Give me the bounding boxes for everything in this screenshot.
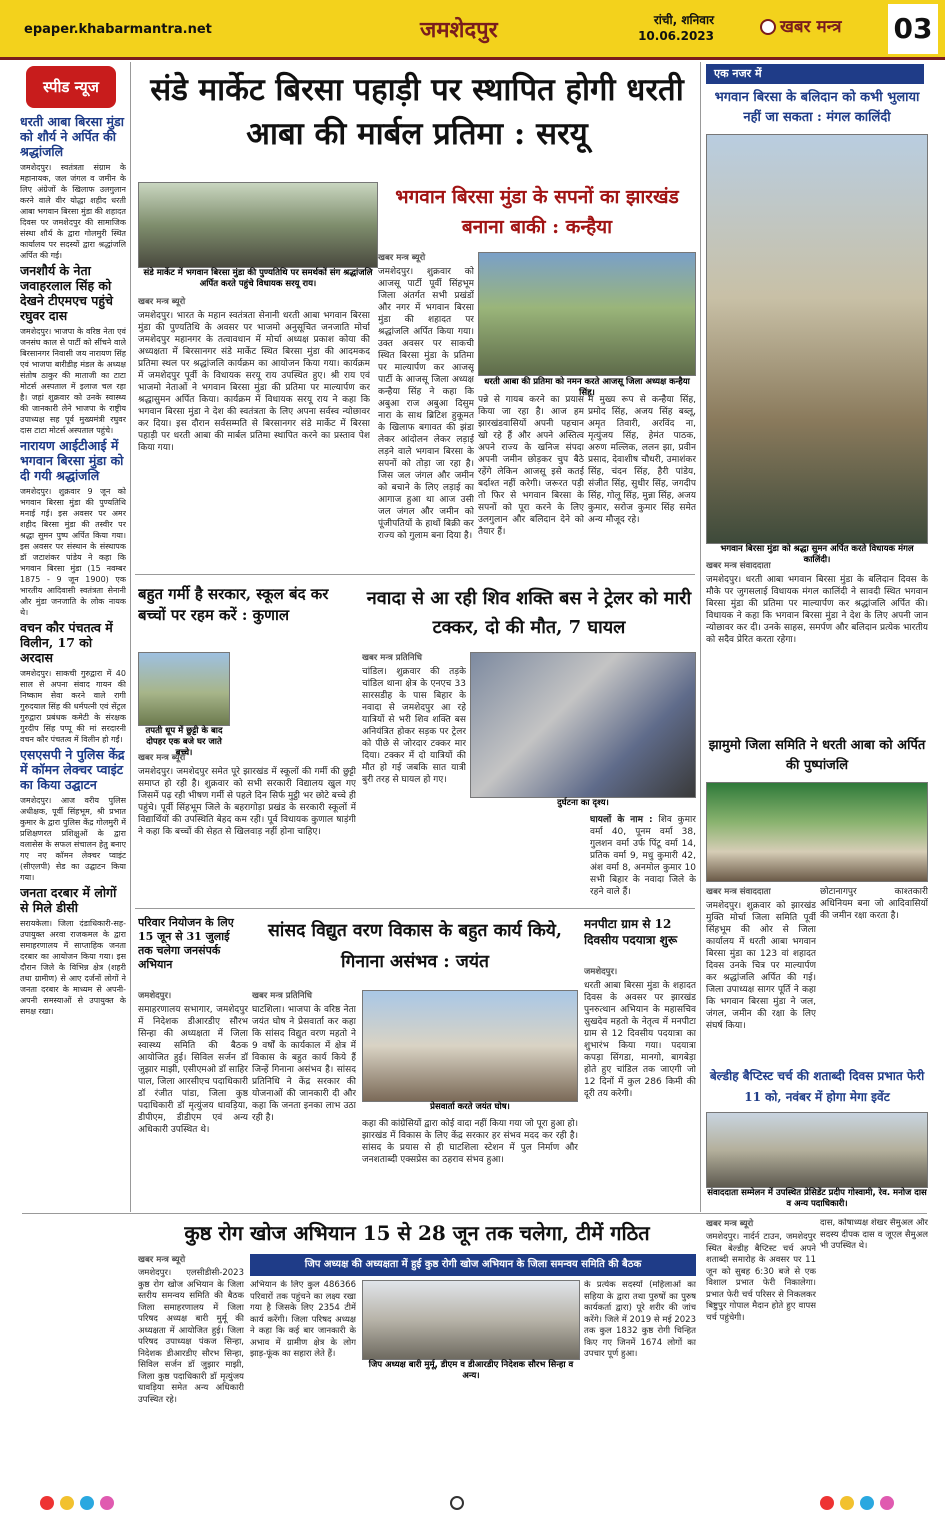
pariwar-byline: जमशेदपुर। xyxy=(138,991,172,1001)
injured-label: घायलों के नाम : xyxy=(590,815,653,825)
brief-text: जमशेदपुर। साकची गुरुद्वारा में 40 साल से अपना संवाद गायन की निष्काम सेवा करने वाले रागी गुरुदयाल सिंह की धर्मपत्नी एवं सेंट्रल गुरुद्वारा प्रबंधक कमेटी के संरक्षक गुरदीप सिंह पप्पू की मां सरदारनी वचन कौर पंचतत्व में विलीन हो गईं। xyxy=(20,669,126,744)
lead-headline: संडे मार्केट बिरसा पहाड़ी पर स्थापित होगी धरती आबा की मार्बल प्रतिमा : सरयू xyxy=(150,72,684,152)
nazar-tag-label: नजर में xyxy=(732,67,762,80)
leprosy-photo-caption: जिप अध्यक्ष बारी मुर्मू, डीएम व डीआरडीए निदेशक सौरभ सिन्हा व अन्य। xyxy=(362,1360,580,1372)
manpiti-story-body xyxy=(584,966,696,1208)
leprosy-text-2: अभियान के लिए कुल 486366 परिवारों तक पहुंचने का लक्ष्य रखा गया है जिसके लिए 2354 टीमें कार्य करेंगी। जिला परिषद अध्यक्ष ने कहा कि कई बार जानकारी के अभाव में ग्रामीण क्षेत्र के लोग झाड़-फूंक का सहारा लेते हैं। xyxy=(250,1280,356,1359)
print-registration-bar xyxy=(0,1488,945,1517)
place-day: रांची, शनिवार xyxy=(653,13,714,27)
lead-text: जमशेदपुर। भारत के महान स्वतंत्रता सेनानी धरती आबा भगवान बिरसा मुंडा की पुण्यतिथि के अवसर पर भाजमो अनुसूचित जनजाति मोर्चा जमशेदपुर महानगर के तत्वावधान में मोर्चा अध्यक्ष प्रकाश कोया की अध्यक्षता में बिरसानगर संडे मार्केट स्थित बिरसा मुंडा की आदमकद प्रतिमा स्थल पर श्रद्धांजलि कार्यक्रम का आयोजन किया गया। कार्यक्रम में जमशेदपुर पूर्वी के विधायक सरयू राय उपस्थित हुए। श्री राय एवं भाजमो नेताओं ने भगवान बिरसा मुंडा की प्रतिमा पर माल्यार्पण कर श्रद्धासुमन अर्पित किया। कार्यक्रम में विधायक सरयू राय ने कहा कि भगवान बिरसा मुंडा ने देश की स्वतंत्रता के लिए अपना सर्वस्व न्योछावर कर दिया। इस दौरान सर्वसम्मति से बिरसानगर संडे मार्केट में बिरसा पहाड़ी पर धरती आबा की मार्बल प्रतिमा स्थापित करने का प्रस्ताव पेश किया गया। xyxy=(138,311,370,453)
bus-story-body xyxy=(362,652,466,902)
mp-text-2: कहा की कांग्रेसियों द्वारा कोई वादा नहीं किया गया जो पूरा हुआ हो। झारखंड में विकास के लिए केंद्र सरकार हर संभव मदद कर रही है। सांसद के प्रयास से ही घाटशिला स्टेशन में पुल निर्माण और जनशताब्दी एक्सप्रेस का ठहराव संभव हुआ। xyxy=(362,1119,578,1165)
church-text-2: दास, कोषाध्यक्ष शेखर सैमुअल और सदस्य दीपक दास व जूएल सैमुअल भी उपस्थित थे। xyxy=(820,1218,928,1251)
leprosy-subheadline: जिप अध्यक्ष की अध्यक्षता में हुई कुष्ठ रोगी खोज अभियान के जिला समन्वय समिति की बैठक xyxy=(250,1254,696,1276)
brand-name: खबर मन्त्र xyxy=(780,17,842,37)
section-divider xyxy=(135,908,695,909)
kanhaiya-story-body xyxy=(378,252,474,570)
kanhaiya-text-2: पन्ने से गायब करने का प्रयास किया जा रहा है। आज हम झारखंडवासियों अपनी पहचान खो रहे हैं और अपने अस्तित्व अपने राज्य के खनिज संपदा अपनी जमीन छोड़कर चुप बैठे रहेंगे लेकिन आजसू इसे कतई बर्दाश्त नहीं करेगी। जरूरत पड़ी तो फिर से भगवान बिरसा के सपनों को पूरा करने के लिए उलगुलान और बलिदान देने को तैयार हैं। xyxy=(478,395,584,537)
nazar-photo[interactable] xyxy=(706,134,928,544)
speed-news-logo: स्पीड न्यूज xyxy=(26,66,116,108)
lead-story-body xyxy=(138,296,370,570)
brief-text: सरायकेला। जिला दंडाधिकारी-सह-उपायुक्त अरवा राजकमल के द्वारा समाहरणालय में साप्ताहिक जनता दरबार का आयोजन किया गया। इस दौरान जिले के विभिन्न क्षेत्र (शहरी तथा ग्रामीण) से आए दर्जनों लोगों ने जनता दरबार के माध्यम से अपनी-अपनी समस्याओं से उपायुक्त के समक्ष रखा। xyxy=(20,919,126,1016)
nazar-tag-prefix: एक xyxy=(714,67,729,80)
nazar-text: जमशेदपुर। धरती आबा भगवान बिरसा मुंडा के बलिदान दिवस के मौके पर जुगसलाई विधायक मंगल कालिंदी ने सावदी स्थित भगवान बिरसा मुंडा की प्रतिमा पर माल्यार्पण कर श्रद्धांजलि अर्पित की। विधायक ने कहा कि भगवान बिरसा मुंडा ने देश के लिए अपनी जान न्योछावर कर दी। उनके साहस, समर्पण और बलिदान प्रत्येक भारतीय को सदैव प्रेरित करता रहेगा। xyxy=(706,575,928,645)
kanhaiya-photo[interactable] xyxy=(478,252,696,376)
registration-dot-icon xyxy=(40,1496,54,1510)
church-headline: बेल्डीह बैप्टिस्ट चर्च की शताब्दी दिवस प्रभात फेरी 11 को, नवंबर में होगा मेगा इवेंट xyxy=(709,1069,925,1104)
brief-item xyxy=(20,885,126,1017)
nazar-byline: खबर मन्त्र संवाददाता xyxy=(706,561,771,571)
leprosy-headline: कुष्ठ रोग खोज अभियान 15 से 28 जून तक चलेगा, टीमें गठित xyxy=(184,1221,650,1245)
brief-headline: धरती आबा बिरसा मुंडा को शौर्य ने अर्पित की श्रद्धांजलि xyxy=(20,114,124,159)
column-divider xyxy=(700,62,701,1212)
brief-item xyxy=(20,438,126,618)
brief-item xyxy=(20,747,126,883)
kunal-text: जमशेदपुर। जमशेदपुर समेत पूरे झारखंड में स्कूलों की गर्मी की छुट्टी समाप्त हो रही है। शुक्रवार को सभी सरकारी विद्यालय खुल गए जिसमें पढ़ रही भीषण गर्मी से पहले दिन सिर्फ मुट्ठी भर छोटे बच्चे ही पहुंचे। पूर्वी सिंहभूम जिले के बहरागोड़ा प्रखंड के सरकारी स्कूलों में विद्यार्थियों की उपस्थिति बेहद कम रही। पूर्व विधायक कुणाल षाड़ंगी ने कहा कि बच्चों की सेहत से खिलवाड़ नहीं होना चाहिए। xyxy=(138,767,356,837)
column-divider xyxy=(130,62,131,1212)
brief-headline: एसएसपी ने पुलिस केंद्र में कॉमन लेक्चर प्वाइंट का किया उद्घाटन xyxy=(20,747,125,792)
manpiti-text: धरती आबा बिरसा मुंडा के शहादत दिवस के अवसर पर झारखंड पुनरुत्थान अभियान के महासचिव सुखदेव महतो के नेतृत्व में मनपीटा ग्राम से 12 दिवसीय पदयात्रा का शुभारंभ किया गया। पदयात्रा कपड़ा सिंगडा, मानगो, बागबेड़ा होते हुए चांडिल तक जाएगी जो 12 दिनों में कुल 286 किमी की दूरी तय करेगी। xyxy=(584,981,696,1099)
masthead xyxy=(0,0,945,60)
kanhaiya-text-3: में मुख्य रूप से कन्हैया सिंह, प्रमोद सिंह, अजय सिंह बब्लू, अमृत तिवारी, अरविंद ना, मृत्युंजय सिंह, हेमंत पाठक, अरुण मल्लिक, ललन झा, प्रवीन प्रसाद, देवाशीष चौधरी, उमाशंकर सिंह, चंदन सिंह, हैरी पांडेय, संजीत सिंह, सुधीर सिंह, जगदीप सिंह, गोलू सिंह, मुन्ना सिंह, अजय कुमार, सरोज कुमार सिंह समेत अन्य मौजूद रहे। xyxy=(588,395,696,525)
mp-photo[interactable] xyxy=(362,990,578,1102)
nazar-photo-caption: भगवान बिरसा मुंडा को श्रद्धा सुमन अर्पित करते विधायक मंगल कालिंदी। xyxy=(706,544,928,556)
nazar-tag xyxy=(706,64,924,84)
church-story-body xyxy=(706,1218,816,1486)
registration-dot-icon xyxy=(820,1496,834,1510)
church-text: जमशेदपुर। नार्दर्न टाउन, जमशेदपुर स्थित बेल्डीह बैप्टिस्ट चर्च अपने शताब्दी समारोह के अवसर पर 11 जून को सुबह 6:30 बजे से एक विशाल प्रभात फेरी निकालेगा। प्रभात फेरी चर्च परिसर से निकलकर बिष्टुपुर गोपाल मैदान होते हुए वापस चर्च पहुंचेगी। xyxy=(706,1232,816,1323)
kunal-photo-caption: तपती धूप में छुट्टी के बाद दोपहर एक बजे घर जाते बच्चे। xyxy=(138,726,230,748)
jmm-text: जमशेदपुर। शुक्रवार को झारखंड मुक्ति मोर्चा जिला समिति पूर्वी सिंहभूम की ओर से जिला कार्यालय में धरती आबा भगवान बिरसा मुंडा का 123 वां शहादत दिवस उनके चित्र पर माल्यार्पण कर श्रद्धांजलि अर्पित की गई। जिला उपाध्यक्ष सागर पूर्ति ने कहा कि भगवान बिरसा मुंडा ने जल, जंगल, जमीन की रक्षा के लिए संघर्ष किया। xyxy=(706,901,816,1031)
brief-item xyxy=(20,114,126,261)
mp-text: घाटशिला। भाजपा के वरिष्ठ नेता जयंत घोष ने प्रेसवार्ता कर कहा कि सांसद विद्युत वरण महतो ने 9 वर्षों के कार्यकाल में क्षेत्र में विकास के बहुत कार्य किये हैं जिन्हें गिनाना असंभव है। सांसद प्रतिनिधि ने केंद्र सरकार की योजनाओं की जानकारी दी और कहा कि जनता इनका लाभ उठा रही है। xyxy=(252,1005,356,1123)
lead-photo-caption: संडे मार्केट में भगवान बिरसा मुंडा की पुण्यतिथि पर समर्थकों संग श्रद्धांजलि अर्पित करते पहुंचे विधायक सरयू राय। xyxy=(138,268,378,292)
brief-text: जमशेदपुर। स्वतंत्रता संग्राम के महानायक, जल जंगल व जमीन के लिए अंग्रेजों के खिलाफ उलगुलान करने वाले वीर योद्धा शहीद धरती आबा भगवान बिरसा मुंडा की शहादत दिवस पर जमशेदपुर की सामाजिक संस्था शौर्य के द्वारा गोलमुरी स्थित कार्यालय पर सदस्यों द्वारा श्रद्धांजलि अर्पित की गई। xyxy=(20,163,126,260)
bus-photo-caption: दुर्घटना का दृश्य। xyxy=(470,798,696,810)
speed-news-column xyxy=(20,112,126,1210)
kanhaiya-text: जमशेदपुर। शुक्रवार को आजसू पार्टी पूर्वी सिंहभूम जिला अंतर्गत सभी प्रखंडों और नगर में भगवान बिरसा मुंडा की शहादत पर श्रद्धांजलि अर्पित किया गया। उक्त अवसर पर साकची स्थित बिरसा मुंडा के प्रतिमा पर माल्यार्पण कर आजसू पार्टी के आजसू जिला अध्यक्ष कन्हैया सिंह ने कहा कि अबुआ राज अबुआ दिसुम नारा के साथ ब्रिटिश हुकूमत के खिलाफ बगावत की झंडा लेकर आंदोलन लेकर लड़ाई लड़ने वाले भगवान बिरसा के सपनों को तोड़ा जा रहा है। जिस जल जंगल और जमीन को बचाने के लिए लड़ाई का आगाज हुआ था आज उसी जल जंगल और जमीन को पूंजीपतियों के हाथों बिक्री कर राज्य को गुलाम बना दिया है। xyxy=(378,267,474,541)
page-number: 03 xyxy=(888,4,938,54)
mp-photo-caption: प्रेसवार्ता करते जयंत घोष। xyxy=(362,1102,578,1114)
bus-accident-photo[interactable] xyxy=(470,652,696,798)
pariwar-story-body xyxy=(138,990,248,1208)
lead-byline: खबर मन्त्र ब्यूरो xyxy=(138,297,186,307)
church-photo[interactable] xyxy=(706,1112,928,1188)
registration-dot-icon xyxy=(60,1496,74,1510)
edition-date xyxy=(628,12,714,44)
mp-byline: खबर मन्त्र प्रतिनिधि xyxy=(252,991,312,1001)
brief-item xyxy=(20,263,126,436)
kunal-photo[interactable] xyxy=(138,652,230,726)
kanhaiya-photo-caption: धरती आबा की प्रतिमा को नमन करते आजसू जिला अध्यक्ष कन्हैया सिंह। xyxy=(478,377,696,391)
bus-headline: नवादा से आ रही शिव शक्ति बस ने ट्रेलर को मारी टक्कर, दो की मौत, 7 घायल xyxy=(366,588,692,638)
pariwar-headline: परिवार नियोजन के लिए 15 जून से 31 जुलाई तक चलेगा जनसंपर्क अभियान xyxy=(138,916,234,971)
manpiti-headline: मनपीटा ग्राम से 12 दिवसीय पदयात्रा शुरू xyxy=(584,917,678,947)
jmm-story-body xyxy=(706,886,816,1062)
jmm-headline: झामुमो जिला समिति ने धरती आबा को अर्पित की पुष्पांजलि xyxy=(708,738,926,773)
mp-headline: सांसद विद्युत वरण विकास के बहुत कार्य किये, गिनाना असंभव : जयंत xyxy=(267,921,563,972)
kunal-story-body xyxy=(138,752,356,902)
nazar-headline: भगवान बिरसा के बलिदान को कभी भुलाया नहीं जा सकता : मंगल कालिंदी xyxy=(714,90,920,125)
date-value: 10.06.2023 xyxy=(638,29,714,43)
leprosy-byline: खबर मन्त्र ब्यूरो xyxy=(138,1255,186,1265)
brief-headline: वचन कौर पंचतत्व में विलीन, 17 को अरदास xyxy=(20,620,113,665)
crosshair-icon xyxy=(450,1496,464,1510)
bus-text: चांडिल। शुक्रवार की तड़के चांडिल थाना क्षेत्र के एनएच 33 सारसडीह के पास बिहार के नवादा से जमशेदपुर आ रहे यात्रियों से भरी शिव शक्ति बस अनियंत्रित होकर सड़क पर ट्रेलर को पीछे से जोरदार टक्कर मार दिया। टक्कर में दो यात्रियों की मौत हो गई जबकि सात यात्री बुरी तरह से घायल हो गए। xyxy=(362,667,466,785)
manpiti-byline: जमशेदपुर। xyxy=(584,967,618,977)
brief-headline: जनता दरबार में लोगों से मिले डीसी xyxy=(20,885,117,915)
leprosy-text: जमशेदपुर। एलसीडीसी-2023 कुष्ठ रोग खोज अभियान के जिला स्तरीय समन्वय समिति की बैठक जिला समाहरणालय में जिला परिषद अध्यक्ष बारी मुर्मू की अध्यक्षता में आयोजित हुई। जिला परिषद उपाध्यक्ष पंकज सिन्हा, निदेशक डीआरडीए सौरभ सिन्हा, सिविल सर्जन डॉ जुझार माझी, जिला कुष्ठ पदाधिकारी डॉ मृत्युंजय धावड़िया समेत अन्य अधिकारी उपस्थित रहे। xyxy=(138,1268,244,1405)
bus-byline: खबर मन्त्र प्रतिनिधि xyxy=(362,653,422,663)
lead-photo[interactable] xyxy=(138,182,378,268)
jmm-byline: खबर मन्त्र संवाददाता xyxy=(706,887,771,897)
leprosy-text-3: के प्रत्येक सदस्यों (महिलाओं का सहिया के द्वारा तथा पुरुषों का पुरुष कार्यकर्ता द्वारा) पूरे शरीर की जांच करेंगे। जिले में 2019 से मई 2023 तक कुल 1832 कुष्ठ रोगी चिन्हित किए गए जिनमें 1674 लोगों का उपचार पूर्ण हुआ। xyxy=(584,1280,696,1359)
brief-headline: नारायण आईटीआई में भगवान बिरसा मुंडा को दी गयी श्रद्धांजलि xyxy=(20,438,124,483)
leprosy-story-body xyxy=(138,1254,244,1486)
church-byline: खबर मन्त्र ब्यूरो xyxy=(706,1219,754,1229)
registration-dot-icon xyxy=(100,1496,114,1510)
kanhaiya-byline: खबर मन्त्र ब्यूरो xyxy=(378,253,426,263)
pariwar-text: समाहरणालय सभागार, जमशेदपुर में निदेशक डीआरडीए सौरभ सिन्हा की अध्यक्षता में जिला स्वास्थ्य समिति की बैठक आयोजित हुई। सिविल सर्जन डॉ जुझार माझी, एसीएमओ डॉ साहिर पाल, जिला आरसीएच पदाधिकारी डॉ रंजीत पांडा, जिला कुष्ठ पदाधिकारी डॉ मृत्युंजय धावड़िया, डीपीएम, डीडीएम एवं अन्य अधिकारी उपस्थित थे। xyxy=(138,1005,248,1135)
brief-text: जमशेदपुर। शुक्रवार 9 जून को भगवान बिरसा मुंडा की पुण्यतिथि मनाई गई। इस अवसर पर अमर शहीद बिरसा मुंडा की तस्वीर पर श्रद्धा सुमन पुष्प अर्पित किया गया। इस अवसर पर संस्थान के संस्थापक डॉ जटाशंकर पांडेय ने कहा कि भगवान बिरसा मुंडा (15 नवम्बर 1875 - 9 जून 1900) एक भारतीय आदिवासी स्वतंत्रता सेनानी और मुंडा जनजाति के लोक नायक थे। xyxy=(20,487,126,617)
edition-city: जमशेदपुर xyxy=(420,18,498,43)
church-photo-caption: संवाददाता सम्मेलन में उपस्थित प्रेसिडेंट प्रदीप गोस्वामी, रेव. मनोज दास व अन्य पदाधिकारी। xyxy=(707,1188,927,1209)
registration-dot-icon xyxy=(80,1496,94,1510)
registration-dot-icon xyxy=(840,1496,854,1510)
brief-headline: जनशौर्य के नेता जवाहरलाल सिंह को देखने टीएमएच पहुंचे रघुवर दास xyxy=(20,263,113,323)
jmm-text-2: छोटानागपुर काश्तकारी अधिनियम बना जो आदिवासियों की जमीन रक्षा करता है। xyxy=(820,887,928,921)
jmm-photo[interactable] xyxy=(706,782,928,882)
kunal-byline: खबर मन्त्र ब्यूरो xyxy=(138,753,186,763)
brief-item xyxy=(20,620,126,745)
leprosy-meeting-photo[interactable] xyxy=(362,1280,580,1360)
brand-logo-icon xyxy=(760,19,776,35)
registration-dot-icon xyxy=(880,1496,894,1510)
kunal-headline: बहुत गर्मी है सरकार, स्कूल बंद कर बच्चों पर रहम करें : कुणाल xyxy=(138,585,329,624)
kanhaiya-headline: भगवान बिरसा मुंडा के सपनों का झारखंड बनाना बाकी : कन्हैया xyxy=(395,186,679,238)
brief-text: जमशेदपुर। आज वरीय पुलिस अधीक्षक, पूर्वी सिंहभूम, श्री प्रभात कुमार के द्वारा पुलिस केंद्र गोलमुरी में प्रशिक्षणरत प्रशिक्षुओं के द्वारा वलासेस के सफल संचालन हेतु बनाए गए नए कॉमन लेक्चर प्वाइंट (सीएलपी) सेड का उद्घाटन किया गया। xyxy=(20,796,126,882)
section-divider xyxy=(135,574,695,575)
bus-injured-list xyxy=(590,814,696,904)
nazar-story-body xyxy=(706,560,928,730)
injured-names: शिव कुमार वर्मा 40, पूनम वर्मा 38, गुलशन वर्मा उर्फ पिंटू वर्मा 14, प्रतिक वर्मा 9, मधु कुमारी 42, अंश वर्मा 8, अनमोल कुमार 10 सभी बिहार के नवादा जिले के रहने वाले हैं। xyxy=(590,815,696,897)
brief-text: जमशेदपुर। भाजपा के वरिष्ठ नेता एवं जनसंघ काल से पार्टी को सींचने वाले बिरसानगर निवासी जय नारायण सिंह एवं भाजपा बारीडीह मंडल के अध्यक्ष संतोष ठाकुर की माताजी का टाटा मोटर्स अस्पताल में इलाज चल रहा है। जहां शुक्रवार को उनके स्वास्थ्य की जानकारी लेने भाजपा के राष्ट्रीय उपाध्यक्ष सह पूर्व मुख्यमंत्री रघुवर दास टाटा मोटर्स अस्पताल पहुंचे। xyxy=(20,327,126,435)
section-divider xyxy=(22,1213,927,1214)
mp-story-body xyxy=(252,990,356,1208)
epaper-url-link[interactable]: epaper.khabarmantra.net xyxy=(24,22,212,37)
registration-dot-icon xyxy=(860,1496,874,1510)
brand-logo xyxy=(760,14,842,37)
